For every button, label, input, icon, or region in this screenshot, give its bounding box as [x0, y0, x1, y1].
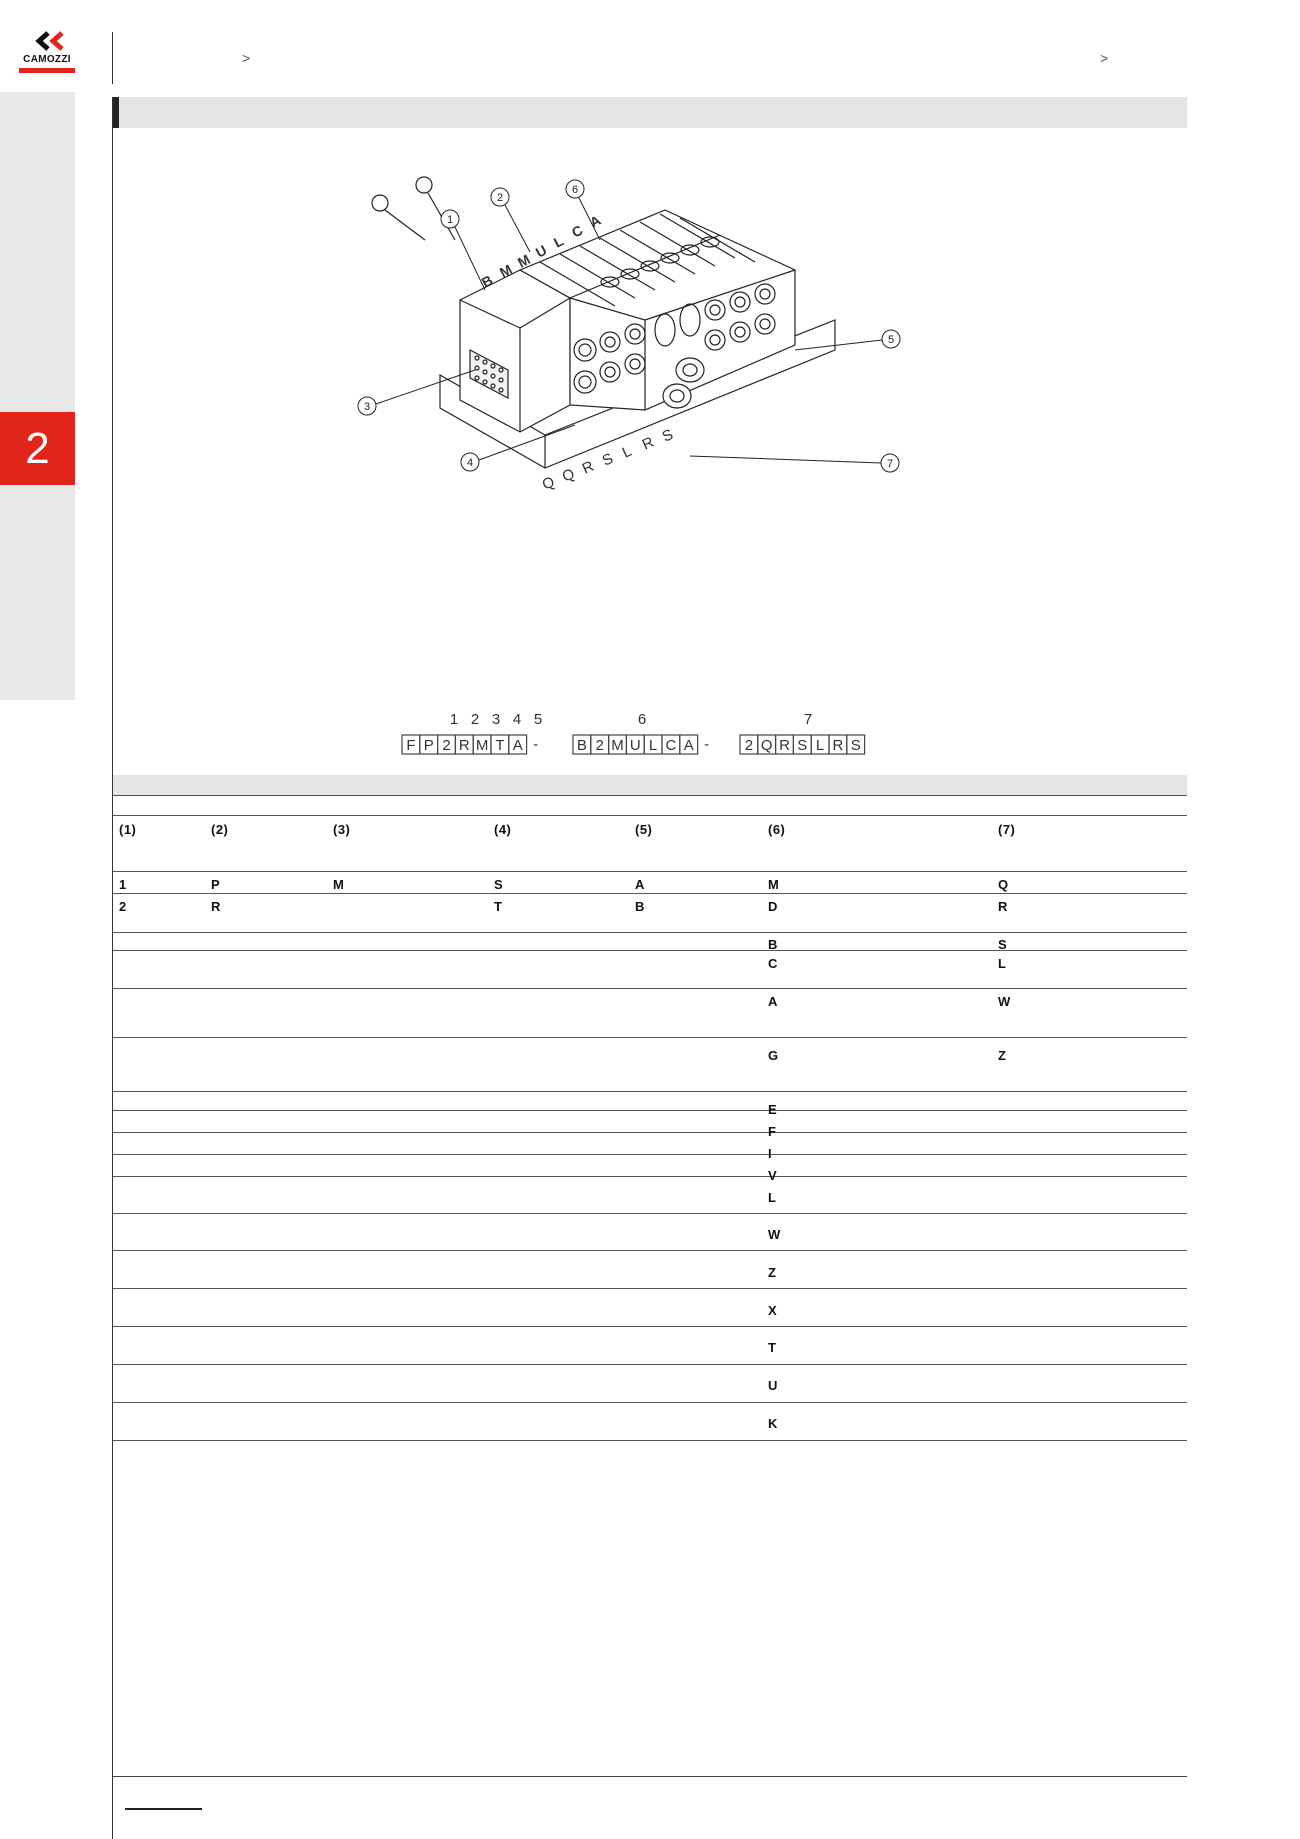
table-header-cell: (5) — [635, 822, 653, 837]
table-rule — [113, 1402, 1187, 1403]
table-cell: V — [768, 1168, 778, 1183]
table-header-cell: (6) — [768, 822, 786, 837]
code-letter: M — [475, 737, 489, 754]
table-header-cell: (2) — [211, 822, 229, 837]
port-letter: Q — [539, 473, 558, 494]
section-title-bar — [113, 97, 1187, 128]
callout-5: 5 — [887, 334, 895, 346]
callout-4: 4 — [466, 457, 474, 469]
camozzi-logo — [17, 30, 77, 76]
table-cell: C — [768, 956, 778, 971]
code-letter: R — [832, 737, 844, 754]
code-index-6: 6 — [637, 711, 647, 728]
code-letter: Q — [760, 737, 773, 754]
slice-letter: M — [496, 261, 515, 281]
code-index-1: 1 — [449, 711, 459, 728]
code-letter: B — [576, 737, 587, 754]
code-index-4: 4 — [512, 711, 522, 728]
table-cell: I — [768, 1146, 773, 1161]
code-letter: U — [629, 737, 641, 754]
table-cell: F — [768, 1124, 777, 1139]
table-header-cell: (3) — [333, 822, 351, 837]
table-cell: A — [768, 994, 778, 1009]
code-letter: C — [665, 737, 677, 754]
brand-name: CAMOZZI — [23, 54, 71, 65]
table-cell: Z — [768, 1265, 777, 1280]
section-bar-accent — [113, 97, 119, 128]
drawing-callouts — [345, 170, 915, 500]
table-rule — [113, 1213, 1187, 1214]
code-letter: M — [611, 737, 624, 754]
code-letter: S — [850, 737, 861, 754]
slice-letter: L — [550, 232, 566, 251]
code-letter: R — [458, 737, 470, 754]
table-cell: M — [333, 877, 345, 892]
table-rule — [113, 815, 1187, 816]
footer-page-mark — [125, 1808, 202, 1810]
table-rule — [113, 1288, 1187, 1289]
table-cell: X — [768, 1303, 778, 1318]
table-cell: P — [211, 877, 221, 892]
table-rule — [113, 795, 1187, 796]
brand-underline — [19, 68, 75, 73]
code-letter: 2 — [744, 737, 754, 754]
table-rule — [113, 871, 1187, 872]
code-letter: T — [495, 737, 505, 754]
code-letter: L — [815, 737, 825, 754]
table-rule — [113, 988, 1187, 989]
table-cell: E — [768, 1102, 778, 1117]
table-cell: L — [768, 1190, 777, 1205]
callout-1: 1 — [446, 214, 454, 226]
table-rule — [113, 1037, 1187, 1038]
port-letter: R — [639, 433, 657, 454]
code-index-2: 2 — [470, 711, 480, 728]
chapter-tab[interactable]: 2 — [0, 412, 75, 485]
table-title-bar — [113, 775, 1187, 795]
table-cell: W — [768, 1227, 781, 1242]
slice-letter: B — [478, 271, 496, 291]
table-cell: T — [494, 899, 503, 914]
footer-rule — [113, 1776, 1187, 1777]
table-header-cell: (1) — [119, 822, 137, 837]
table-rule — [113, 1326, 1187, 1327]
table-header-cell: (4) — [494, 822, 512, 837]
port-letter: R — [579, 457, 597, 478]
table-cell: R — [998, 899, 1008, 914]
code-separator: - — [533, 736, 539, 753]
table-rule — [113, 1091, 1187, 1092]
table-cell: G — [768, 1048, 779, 1063]
table-cell: T — [768, 1340, 777, 1355]
table-cell: Z — [998, 1048, 1007, 1063]
code-letter: A — [683, 737, 694, 754]
table-rule — [113, 1176, 1187, 1177]
table-cell: A — [635, 877, 645, 892]
breadcrumb-separator-1: > — [242, 50, 251, 66]
table-cell: B — [768, 937, 778, 952]
table-rule — [113, 1440, 1187, 1441]
breadcrumb-separator-2: > — [1100, 50, 1109, 66]
code-letter: L — [648, 737, 658, 754]
table-cell: S — [494, 877, 504, 892]
table-cell: M — [768, 877, 780, 892]
table-rule — [113, 1250, 1187, 1251]
table-rule — [113, 1110, 1187, 1111]
code-letter: A — [512, 737, 523, 754]
code-index-5: 5 — [533, 711, 543, 728]
slice-letter: C — [568, 221, 586, 241]
table-cell: D — [768, 899, 778, 914]
table-cell: 2 — [119, 899, 127, 914]
port-letter: L — [619, 442, 635, 462]
code-index-7: 7 — [803, 711, 813, 728]
content-left-rule — [112, 97, 113, 1777]
port-letter: S — [659, 426, 676, 446]
code-index-3: 3 — [491, 711, 501, 728]
ordering-code — [398, 710, 898, 758]
code-letter: 2 — [595, 737, 604, 754]
table-cell: U — [768, 1378, 778, 1393]
callout-3: 3 — [363, 401, 371, 413]
port-letter: Q — [559, 465, 578, 486]
table-cell: K — [768, 1416, 778, 1431]
slice-letter: M — [514, 251, 533, 271]
slice-letter: A — [586, 211, 604, 231]
code-separator: - — [704, 736, 710, 753]
callout-2: 2 — [496, 192, 504, 204]
code-letter: S — [797, 737, 808, 754]
code-letter: R — [779, 737, 790, 754]
table-rule — [113, 932, 1187, 933]
table-rule — [113, 1364, 1187, 1365]
table-cell: L — [998, 956, 1007, 971]
header-divider — [112, 32, 113, 84]
callout-7: 7 — [886, 458, 894, 470]
table-cell: W — [998, 994, 1011, 1009]
table-rule — [113, 1132, 1187, 1133]
camozzi-logo-icon — [35, 30, 65, 54]
table-cell: 1 — [119, 877, 127, 892]
slice-letter: U — [532, 241, 550, 261]
code-letter: P — [423, 737, 434, 754]
table-rule — [113, 1154, 1187, 1155]
table-cell: R — [211, 899, 221, 914]
table-rule — [113, 893, 1187, 894]
callout-6: 6 — [571, 184, 579, 196]
table-cell: Q — [998, 877, 1009, 892]
table-header-cell: (7) — [998, 822, 1016, 837]
port-letter: S — [599, 450, 616, 470]
footer-left-rule — [112, 1776, 113, 1839]
code-letter: 2 — [442, 737, 451, 754]
table-cell: B — [635, 899, 645, 914]
code-letter: F — [406, 737, 416, 754]
table-cell: S — [998, 937, 1008, 952]
chapter-sidebar — [0, 92, 75, 700]
table-rule — [113, 950, 1187, 951]
